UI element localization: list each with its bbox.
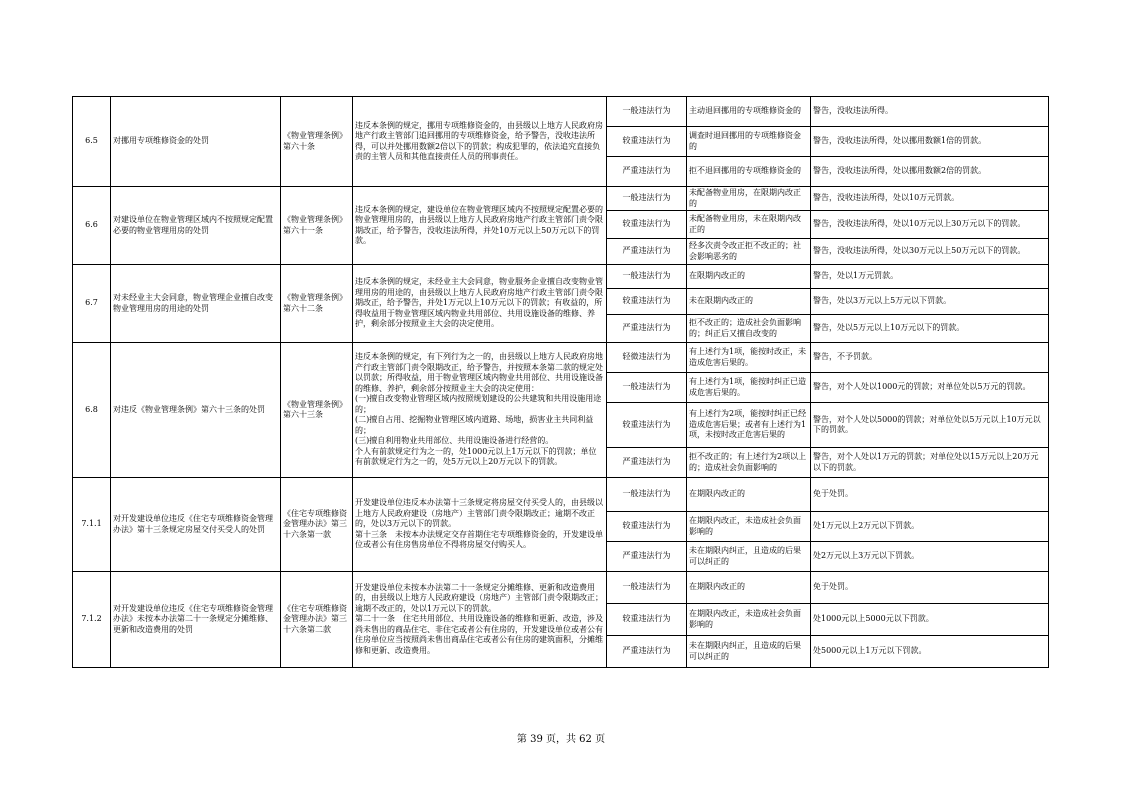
clause-text: 违反本条例的规定，未经业主大会同意，物业服务企业擅自改变物业管理用房的用途的，由县级以上地方人民政府房地产行政主管部门责令限期改正，给予警告，并处1万元以上10万元以下的罚款；有收益的，所得收益用于物业管理区域内物业共用部位、共用设施设备的维修、养护，剩余部分按照业主大会的决定使用。: [353, 265, 607, 343]
clause-text: 开发建设单位未按本办法第二十一条规定分摊维修、更新和改造费用的，由县级以上地方人民政府建设（房地产）主管部门责令限期改正；逾期不改正的，处以1万元以下的罚款。 第二十一条 住宅共用部位、共用设施设备的维修和更新、改造，涉及尚未售出的商品住宅、非住宅或者公有住房的，开发建设单位或者公有住房单位应当按照尚未售出商品住宅或者公有住房的建筑面积，分摊维修和更新、改造费用。: [353, 572, 607, 668]
violation-level: 严重违法行为: [607, 157, 687, 187]
violation-level: 较重违法行为: [607, 512, 687, 542]
clause-text: 违反本条例的规定，挪用专项维修资金的，由县级以上地方人民政府房地产行政主管部门追回挪用的专项维修资金，给予警告，没收违法所得，可以并处挪用数额2倍以下的罚款；构成犯罪的，依法追究直接负责的主管人员和其他直接责任人员的刑事责任。: [353, 97, 607, 187]
violation-circumstance: 在期限内改正，未造成社会负面影响的: [687, 512, 811, 542]
penalty-standard: 警告，没收违法所得，处以挪用数额2倍的罚款。: [811, 157, 1049, 187]
table-row: [73, 265, 1049, 289]
penalty-standard: 警告，对个人处以1000元的罚款；对单位处以5万元的罚款。: [811, 373, 1049, 403]
violation-level: 严重违法行为: [607, 636, 687, 668]
penalty-standard: 处1万元以上2万元以下罚款。: [811, 512, 1049, 542]
legal-basis: 《物业管理条例》第六十三条: [281, 343, 353, 478]
penalty-standard: 免于处罚。: [811, 572, 1049, 604]
item-name: 对挪用专项维修资金的处罚: [111, 97, 281, 187]
clause-text: 违反本条例的规定，有下列行为之一的，由县级以上地方人民政府房地产行政主管部门责令限期改正，给予警告，并按照本条第二款的规定处以罚款；所得收益，用于物业管理区域内物业共用部位、共用设施设备的维修、养护，剩余部分按照业主大会的决定使用： (一)擅自改变物业管理区域内按照规划建设的公共建筑和共用设施用途的； (二)擅自占用、挖掘物业管理区域内道路、场地，损害业主共同利益的； (三)擅自利用物业共用部位、共用设施设备进行经营的。 个人有前款规定行为之一的，处1000元以上1万元以下的罚款；单位有前款规定行为之一的，处5万元以上20万元以下的罚款。: [353, 343, 607, 478]
page-number: 第 39 页，共 62 页: [516, 734, 606, 745]
penalty-standard: 警告，对个人处以5000的罚款；对单位处以5万元以上10万元以下的罚款。: [811, 403, 1049, 448]
violation-circumstance: 未在期限内纠正，且造成的后果可以纠正的: [687, 636, 811, 668]
item-number: 7.1.1: [73, 478, 111, 572]
item-name: 对开发建设单位违反《住宅专项维修资金管理办法》第十三条规定房屋交付买受人的处罚: [111, 478, 281, 572]
penalty-standard: 警告，没收违法所得，处以30万元以上50万元以下的罚款。: [811, 239, 1049, 265]
penalty-standard: 免于处罚。: [811, 478, 1049, 512]
violation-level: 一般违法行为: [607, 187, 687, 211]
clause-text: 开发建设单位违反本办法第十三条规定将房屋交付买受人的，由县级以上地方人民政府建设（房地产）主管部门责令限期改正；逾期不改正的，处以3万元以下的罚款。 第十三条 未按本办法规定交存首期住宅专项维修资金的，开发建设单位或者公有住房售房单位不得将房屋交付购买人。: [353, 478, 607, 572]
penalty-standard: 警告，对个人处以1万元的罚款；对单位处以15万元以上20万元以下的罚款。: [811, 448, 1049, 478]
violation-circumstance: 在期限内改正，未造成社会负面影响的: [687, 604, 811, 636]
violation-circumstance: 经多次责令改正拒不改正的；社会影响恶劣的: [687, 239, 811, 265]
penalty-standard: 警告，没收违法所得，处以挪用数额1倍的罚款。: [811, 127, 1049, 157]
legal-basis: 《物业管理条例》第六十二条: [281, 265, 353, 343]
violation-level: 一般违法行为: [607, 265, 687, 289]
violation-circumstance: 未在限期内改正的: [687, 289, 811, 315]
penalty-standard: 警告，处以5万元以上10万元以下的罚款。: [811, 315, 1049, 343]
penalty-standard: 警告，不予罚款。: [811, 343, 1049, 373]
violation-level: 严重违法行为: [607, 542, 687, 572]
legal-basis: 《物业管理条例》第六十一条: [281, 187, 353, 265]
penalty-standard: 处5000元以上1万元以下罚款。: [811, 636, 1049, 668]
table-row: [73, 343, 1049, 373]
penalty-standard: 处1000元以上5000元以下罚款。: [811, 604, 1049, 636]
violation-level: 一般违法行为: [607, 572, 687, 604]
violation-circumstance: 拒不改正的；有上述行为2项以上的；造成社会负面影响的: [687, 448, 811, 478]
violation-circumstance: 在期限内改正的: [687, 572, 811, 604]
item-number: 6.8: [73, 343, 111, 478]
penalty-standard: 警告，没收违法所得。: [811, 97, 1049, 127]
violation-circumstance: 有上述行为1项，能按时纠正已造成危害后果的。: [687, 373, 811, 403]
violation-circumstance: 主动退回挪用的专项维修资金的: [687, 97, 811, 127]
violation-level: 较重违法行为: [607, 403, 687, 448]
legal-basis: 《住宅专项维修资金管理办法》第三十六条第二款: [281, 572, 353, 668]
violation-level: 一般违法行为: [607, 478, 687, 512]
violation-level: 较重违法行为: [607, 604, 687, 636]
violation-circumstance: 拒不退回挪用的专项维修资金的: [687, 157, 811, 187]
violation-level: 较重违法行为: [607, 289, 687, 315]
violation-level: 严重违法行为: [607, 315, 687, 343]
violation-circumstance: 调查时退回挪用的专项维修资金的: [687, 127, 811, 157]
violation-level: 一般违法行为: [607, 97, 687, 127]
penalty-standard: 警告，处以3万元以上5万元以下罚款。: [811, 289, 1049, 315]
violation-circumstance: 未配备物业用房，在限期内改正的: [687, 187, 811, 211]
item-name: 对未经业主大会同意，物业管理企业擅自改变物业管理用房的用途的处罚: [111, 265, 281, 343]
violation-circumstance: 拒不改正的；造成社会负面影响的；纠正后又擅自改变的: [687, 315, 811, 343]
table-row: [73, 187, 1049, 211]
item-number: 6.6: [73, 187, 111, 265]
penalty-standard: 处2万元以上3万元以下罚款。: [811, 542, 1049, 572]
violation-level: 一般违法行为: [607, 373, 687, 403]
violation-level: 轻微违法行为: [607, 343, 687, 373]
violation-circumstance: 在期限内改正的: [687, 478, 811, 512]
item-number: 7.1.2: [73, 572, 111, 668]
violation-circumstance: 有上述行为1项，能按时改正，未造成危害后果的。: [687, 343, 811, 373]
item-number: 6.5: [73, 97, 111, 187]
penalty-standard: 警告，没收违法所得，处以10万元罚款。: [811, 187, 1049, 211]
table-row: [73, 97, 1049, 127]
item-name: 对建设单位在物业管理区域内不按照规定配置必要的物业管理用房的处罚: [111, 187, 281, 265]
violation-circumstance: 未在期限内纠正，且造成的后果可以纠正的: [687, 542, 811, 572]
table-row: [73, 572, 1049, 604]
violation-circumstance: 有上述行为2项，能按时纠正已经造成危害后果；或者有上述行为1项，未按时改正危害后果的: [687, 403, 811, 448]
legal-basis: 《住宅专项维修资金管理办法》第三十六条第一款: [281, 478, 353, 572]
table-row: [73, 478, 1049, 512]
item-number: 6.7: [73, 265, 111, 343]
penalty-table: [72, 96, 1049, 668]
clause-text: 违反本条例的规定，建设单位在物业管理区域内不按照规定配置必要的物业管理用房的，由县级以上地方人民政府房地产行政主管部门责令限期改正，给予警告，没收违法所得，并处10万元以上50万元以下的罚款。: [353, 187, 607, 265]
violation-level: 严重违法行为: [607, 448, 687, 478]
legal-basis: 《物业管理条例》第六十条: [281, 97, 353, 187]
penalty-standard: 警告，没收违法所得，处以10万元以上30万元以下的罚款。: [811, 211, 1049, 239]
violation-circumstance: 未配备物业用房，未在限期内改正的: [687, 211, 811, 239]
violation-circumstance: 在限期内改正的: [687, 265, 811, 289]
item-name: 对违反《物业管理条例》第六十三条的处罚: [111, 343, 281, 478]
violation-level: 较重违法行为: [607, 127, 687, 157]
violation-level: 严重违法行为: [607, 239, 687, 265]
violation-level: 较重违法行为: [607, 211, 687, 239]
penalty-standard: 警告，处以1万元罚款。: [811, 265, 1049, 289]
item-name: 对开发建设单位违反《住宅专项维修资金管理办法》未按本办法第二十一条规定分摊维修、更新和改造费用的处罚: [111, 572, 281, 668]
